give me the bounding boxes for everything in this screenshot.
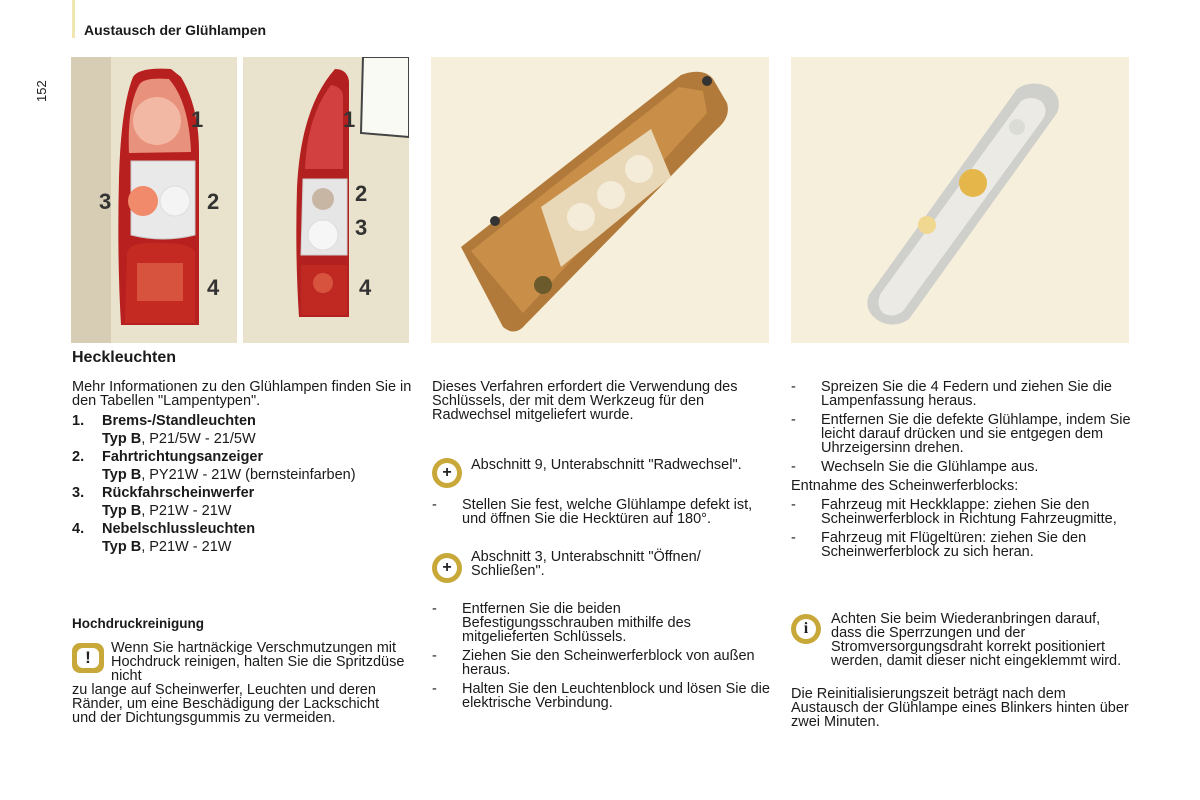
page-number: 152 xyxy=(34,80,49,102)
lamp-item xyxy=(72,414,417,446)
info-icon: i xyxy=(791,614,821,644)
col2-step-1: - Stellen Sie fest, welche Glühlampe defekt ist, und öffnen Sie die Hecktüren auf 180°. xyxy=(432,497,753,527)
item-title: Brems-/Standleuchten xyxy=(102,413,256,429)
lamp-item xyxy=(72,450,417,482)
heading-heckleuchten: Heckleuchten xyxy=(72,349,177,366)
lamp-block-image xyxy=(431,57,769,343)
item-title: Fahrtrichtungsanzeiger xyxy=(102,449,264,465)
tail-lamp-hatchback-image xyxy=(71,57,237,343)
callout-1: 1 xyxy=(191,107,204,132)
warning-icon: ! xyxy=(72,643,104,673)
callout-1: 1 xyxy=(343,107,356,132)
item-type: Typ B, P21/5W - 21/5W xyxy=(102,431,256,447)
item-type: Typ B, P21W - 21W xyxy=(102,503,232,519)
callout-2: 2 xyxy=(207,189,220,214)
section-title: Austausch der Glühlampen xyxy=(84,22,267,38)
reference-icon: + xyxy=(432,458,462,488)
step-item: - Fahrzeug mit Flügeltüren: ziehen Sie den Scheinwerferblock zu sich heran. xyxy=(791,530,1087,560)
callout-4: 4 xyxy=(359,275,372,300)
item-number: 4. xyxy=(72,521,85,537)
lamp-item xyxy=(72,486,417,518)
lamp-item xyxy=(72,522,417,554)
step-item: - Spreizen Sie die 4 Federn und ziehen Sie die Lampenfassung heraus. xyxy=(791,379,1112,409)
reference-text-1: Abschnitt 9, Unterabschnitt "Radwechsel". xyxy=(471,457,742,473)
callout-2: 2 xyxy=(355,181,368,206)
col2-intro: Dieses Verfahren erfordert die Verwendung des Schlüssels, der mit dem Werkzeug für den Radwechsel mitgeliefert wurde. xyxy=(432,379,738,423)
item-title: Rückfahrscheinwerfer xyxy=(102,485,255,501)
callout-4: 4 xyxy=(207,275,220,300)
removal-heading: Entnahme des Scheinwerferblocks: xyxy=(791,478,1019,494)
item-type: Typ B, PY21W - 21W (bernsteinfarben) xyxy=(102,467,356,483)
item-number: 3. xyxy=(72,485,85,501)
col3-steps-1 xyxy=(791,380,1131,564)
step-item: - Fahrzeug mit Heckklappe: ziehen Sie den Scheinwerferblock in Richtung Fahrzeugmitte, xyxy=(791,497,1117,527)
header-accent-bar xyxy=(72,0,75,38)
info-text: Achten Sie beim Wiederanbringen darauf, dass die Sperrzungen und der Stromversorgungsdraht korrekt positioniert werden, damit dieser nicht eingeklemmt wird. xyxy=(831,611,1122,669)
cleaning-text-first: Wenn Sie hartnäckige Verschmutzungen mit Hochdruck reinigen, halten Sie die Spritzdüse nicht xyxy=(111,640,405,684)
reference-icon: + xyxy=(432,553,462,583)
column-1 xyxy=(72,380,417,554)
step-item: - Wechseln Sie die Glühlampe aus. xyxy=(791,459,1039,475)
callout-3: 3 xyxy=(355,215,368,240)
intro-text: Mehr Informationen zu den Glühlampen finden Sie in den Tabellen "Lampentypen". xyxy=(72,379,412,409)
col2-steps-2 xyxy=(432,602,772,715)
heading-hochdruckreinigung: Hochdruckreinigung xyxy=(72,616,205,631)
cleaning-text-rest: zu lange auf Scheinwerfer, Leuchten und deren Ränder, um eine Beschädigung der Lackschicht und der Dichtungsgummis zu vermeiden. xyxy=(72,682,380,726)
item-number: 2. xyxy=(72,449,85,465)
item-type: Typ B, P21W - 21W xyxy=(102,539,232,555)
item-title: Nebelschlussleuchten xyxy=(102,521,256,537)
step-item: - Entfernen Sie die beiden Befestigungsschrauben mithilfe des mitgelieferten Schlüssels. xyxy=(432,601,691,645)
step-item: - Entfernen Sie die defekte Glühlampe, indem Sie leicht darauf drücken und sie entgegen dem Uhrzeigersinn drehen. xyxy=(791,412,1131,456)
item-number: 1. xyxy=(72,413,85,429)
reinit-text: Die Reinitialisierungszeit beträgt nach dem Austausch der Glühlampe eines Blinkers hinten über zwei Minuten. xyxy=(791,686,1129,730)
step-item: - Halten Sie den Leuchtenblock und lösen Sie die elektrische Verbindung. xyxy=(432,681,770,711)
tail-lamp-wing-doors-image xyxy=(243,57,409,343)
bulb-holder-image xyxy=(791,57,1129,343)
callout-3: 3 xyxy=(99,189,112,214)
step-item: - Ziehen Sie den Scheinwerferblock von außen heraus. xyxy=(432,648,755,678)
reference-text-2: Abschnitt 3, Unterabschnitt "Öffnen/ Schließen". xyxy=(471,549,701,579)
